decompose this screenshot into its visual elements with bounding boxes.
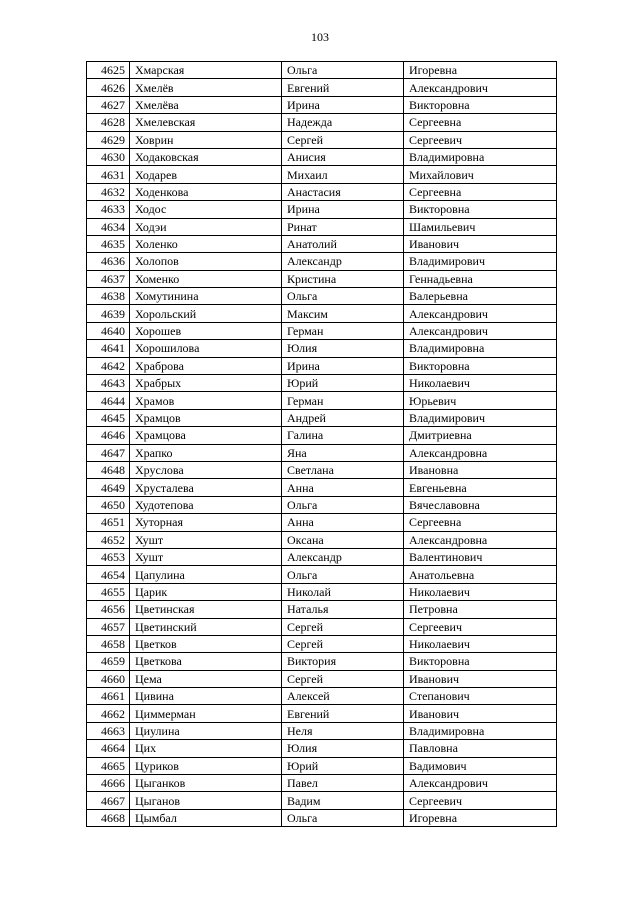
row-number-cell: 4645	[87, 409, 130, 426]
table-row	[87, 514, 557, 531]
first-name-cell: Анна	[282, 479, 404, 496]
row-number-cell: 4636	[87, 253, 130, 270]
first-name-cell: Ольга	[282, 566, 404, 583]
last-name-cell: Циулина	[130, 722, 282, 739]
middle-name-cell: Александровна	[404, 444, 557, 461]
row-number-cell: 4640	[87, 322, 130, 339]
last-name-cell: Цивина	[130, 688, 282, 705]
last-name-cell: Циммерман	[130, 705, 282, 722]
row-number-cell: 4628	[87, 114, 130, 131]
middle-name-cell: Петровна	[404, 601, 557, 618]
table-row	[87, 235, 557, 252]
table-row	[87, 253, 557, 270]
middle-name-cell: Иванович	[404, 705, 557, 722]
first-name-cell: Кристина	[282, 270, 404, 287]
first-name-cell: Ирина	[282, 96, 404, 113]
middle-name-cell: Иванович	[404, 235, 557, 252]
middle-name-cell: Геннадьевна	[404, 270, 557, 287]
middle-name-cell: Сергеевна	[404, 183, 557, 200]
last-name-cell: Цветкова	[130, 653, 282, 670]
middle-name-cell: Владимировна	[404, 148, 557, 165]
table-row	[87, 270, 557, 287]
first-name-cell: Надежда	[282, 114, 404, 131]
row-number-cell: 4627	[87, 96, 130, 113]
first-name-cell: Неля	[282, 722, 404, 739]
last-name-cell: Хрусталева	[130, 479, 282, 496]
first-name-cell: Герман	[282, 392, 404, 409]
middle-name-cell: Валентинович	[404, 548, 557, 565]
last-name-cell: Хорошилова	[130, 340, 282, 357]
middle-name-cell: Александровна	[404, 531, 557, 548]
row-number-cell: 4664	[87, 740, 130, 757]
first-name-cell: Сергей	[282, 635, 404, 652]
middle-name-cell: Валерьевна	[404, 288, 557, 305]
last-name-cell: Хоменко	[130, 270, 282, 287]
last-name-cell: Хорошев	[130, 322, 282, 339]
middle-name-cell: Павловна	[404, 740, 557, 757]
middle-name-cell: Анатольевна	[404, 566, 557, 583]
first-name-cell: Юлия	[282, 340, 404, 357]
middle-name-cell: Викторовна	[404, 96, 557, 113]
table-row	[87, 148, 557, 165]
middle-name-cell: Сергеевич	[404, 131, 557, 148]
row-number-cell: 4649	[87, 479, 130, 496]
table-row	[87, 62, 557, 79]
middle-name-cell: Степанович	[404, 688, 557, 705]
last-name-cell: Хуторная	[130, 514, 282, 531]
middle-name-cell: Евгеньевна	[404, 479, 557, 496]
last-name-cell: Цуриков	[130, 757, 282, 774]
table-row	[87, 635, 557, 652]
middle-name-cell: Николаевич	[404, 635, 557, 652]
middle-name-cell: Александрович	[404, 79, 557, 96]
middle-name-cell: Сергеевна	[404, 114, 557, 131]
table-row	[87, 688, 557, 705]
last-name-cell: Хорольский	[130, 305, 282, 322]
first-name-cell: Виктория	[282, 653, 404, 670]
last-name-cell: Ходаковская	[130, 148, 282, 165]
first-name-cell: Сергей	[282, 131, 404, 148]
table-row	[87, 653, 557, 670]
table-row	[87, 479, 557, 496]
table-row	[87, 288, 557, 305]
first-name-cell: Ольга	[282, 809, 404, 826]
table-row	[87, 427, 557, 444]
table-row	[87, 618, 557, 635]
first-name-cell: Сергей	[282, 618, 404, 635]
table-row	[87, 496, 557, 513]
first-name-cell: Яна	[282, 444, 404, 461]
table-row	[87, 375, 557, 392]
table-row	[87, 322, 557, 339]
middle-name-cell: Александрович	[404, 322, 557, 339]
middle-name-cell: Юрьевич	[404, 392, 557, 409]
table-row	[87, 548, 557, 565]
last-name-cell: Хушт	[130, 531, 282, 548]
first-name-cell: Евгений	[282, 79, 404, 96]
row-number-cell: 4655	[87, 583, 130, 600]
table-row	[87, 775, 557, 792]
row-number-cell: 4659	[87, 653, 130, 670]
row-number-cell: 4646	[87, 427, 130, 444]
middle-name-cell: Шамильевич	[404, 218, 557, 235]
first-name-cell: Ольга	[282, 496, 404, 513]
page-number: 103	[311, 30, 329, 44]
last-name-cell: Храмов	[130, 392, 282, 409]
last-name-cell: Хмарская	[130, 62, 282, 79]
row-number-cell: 4633	[87, 201, 130, 218]
middle-name-cell: Сергеевич	[404, 618, 557, 635]
first-name-cell: Алексей	[282, 688, 404, 705]
table-row	[87, 79, 557, 96]
last-name-cell: Ходэи	[130, 218, 282, 235]
first-name-cell: Оксана	[282, 531, 404, 548]
row-number-cell: 4644	[87, 392, 130, 409]
middle-name-cell: Вадимович	[404, 757, 557, 774]
table-row	[87, 114, 557, 131]
row-number-cell: 4631	[87, 166, 130, 183]
table-row	[87, 670, 557, 687]
last-name-cell: Царик	[130, 583, 282, 600]
row-number-cell: 4634	[87, 218, 130, 235]
row-number-cell: 4643	[87, 375, 130, 392]
row-number-cell: 4663	[87, 722, 130, 739]
table-row	[87, 131, 557, 148]
row-number-cell: 4629	[87, 131, 130, 148]
middle-name-cell: Игоревна	[404, 62, 557, 79]
last-name-cell: Храброва	[130, 357, 282, 374]
last-name-cell: Хмелевская	[130, 114, 282, 131]
last-name-cell: Хруслова	[130, 461, 282, 478]
row-number-cell: 4653	[87, 548, 130, 565]
last-name-cell: Цветинская	[130, 601, 282, 618]
last-name-cell: Цих	[130, 740, 282, 757]
row-number-cell: 4661	[87, 688, 130, 705]
middle-name-cell: Игоревна	[404, 809, 557, 826]
middle-name-cell: Сергеевна	[404, 514, 557, 531]
last-name-cell: Худотепова	[130, 496, 282, 513]
table-row	[87, 531, 557, 548]
middle-name-cell: Иванович	[404, 670, 557, 687]
middle-name-cell: Викторовна	[404, 201, 557, 218]
last-name-cell: Храмцов	[130, 409, 282, 426]
table-row	[87, 166, 557, 183]
table-row	[87, 444, 557, 461]
names-table-body	[87, 62, 557, 827]
last-name-cell: Цветков	[130, 635, 282, 652]
middle-name-cell: Владимирович	[404, 253, 557, 270]
last-name-cell: Ходарев	[130, 166, 282, 183]
first-name-cell: Анисия	[282, 148, 404, 165]
row-number-cell: 4662	[87, 705, 130, 722]
last-name-cell: Холенко	[130, 235, 282, 252]
middle-name-cell: Владимировна	[404, 340, 557, 357]
row-number-cell: 4641	[87, 340, 130, 357]
row-number-cell: 4651	[87, 514, 130, 531]
row-number-cell: 4667	[87, 792, 130, 809]
table-row	[87, 392, 557, 409]
row-number-cell: 4665	[87, 757, 130, 774]
row-number-cell: 4666	[87, 775, 130, 792]
last-name-cell: Цымбал	[130, 809, 282, 826]
last-name-cell: Ходос	[130, 201, 282, 218]
first-name-cell: Андрей	[282, 409, 404, 426]
last-name-cell: Хмелёва	[130, 96, 282, 113]
row-number-cell: 4638	[87, 288, 130, 305]
row-number-cell: 4639	[87, 305, 130, 322]
last-name-cell: Цыганов	[130, 792, 282, 809]
table-row	[87, 409, 557, 426]
row-number-cell: 4637	[87, 270, 130, 287]
last-name-cell: Хомутинина	[130, 288, 282, 305]
row-number-cell: 4652	[87, 531, 130, 548]
middle-name-cell: Александрович	[404, 305, 557, 322]
row-number-cell: 4668	[87, 809, 130, 826]
row-number-cell: 4656	[87, 601, 130, 618]
table-row	[87, 183, 557, 200]
first-name-cell: Павел	[282, 775, 404, 792]
table-row	[87, 357, 557, 374]
table-row	[87, 96, 557, 113]
last-name-cell: Ходенкова	[130, 183, 282, 200]
first-name-cell: Ольга	[282, 62, 404, 79]
table-row	[87, 722, 557, 739]
table-row	[87, 566, 557, 583]
row-number-cell: 4648	[87, 461, 130, 478]
first-name-cell: Анатолий	[282, 235, 404, 252]
first-name-cell: Ирина	[282, 357, 404, 374]
first-name-cell: Максим	[282, 305, 404, 322]
table-row	[87, 705, 557, 722]
first-name-cell: Герман	[282, 322, 404, 339]
middle-name-cell: Николаевич	[404, 583, 557, 600]
middle-name-cell: Викторовна	[404, 653, 557, 670]
row-number-cell: 4635	[87, 235, 130, 252]
middle-name-cell: Владимирович	[404, 409, 557, 426]
last-name-cell: Цема	[130, 670, 282, 687]
first-name-cell: Александр	[282, 548, 404, 565]
middle-name-cell: Викторовна	[404, 357, 557, 374]
first-name-cell: Юрий	[282, 757, 404, 774]
last-name-cell: Хушт	[130, 548, 282, 565]
names-table	[86, 61, 557, 827]
first-name-cell: Юрий	[282, 375, 404, 392]
row-number-cell: 4626	[87, 79, 130, 96]
row-number-cell: 4658	[87, 635, 130, 652]
table-row	[87, 792, 557, 809]
first-name-cell: Галина	[282, 427, 404, 444]
table-row	[87, 809, 557, 826]
table-row	[87, 601, 557, 618]
row-number-cell: 4642	[87, 357, 130, 374]
first-name-cell: Евгений	[282, 705, 404, 722]
table-row	[87, 218, 557, 235]
row-number-cell: 4632	[87, 183, 130, 200]
table-row	[87, 757, 557, 774]
last-name-cell: Цыганков	[130, 775, 282, 792]
table-row	[87, 461, 557, 478]
middle-name-cell: Сергеевич	[404, 792, 557, 809]
table-row	[87, 340, 557, 357]
last-name-cell: Цветинский	[130, 618, 282, 635]
last-name-cell: Холопов	[130, 253, 282, 270]
last-name-cell: Хмелёв	[130, 79, 282, 96]
row-number-cell: 4660	[87, 670, 130, 687]
first-name-cell: Анастасия	[282, 183, 404, 200]
table-row	[87, 201, 557, 218]
table-row	[87, 740, 557, 757]
first-name-cell: Александр	[282, 253, 404, 270]
middle-name-cell: Николаевич	[404, 375, 557, 392]
table-row	[87, 305, 557, 322]
last-name-cell: Ховрин	[130, 131, 282, 148]
row-number-cell: 4650	[87, 496, 130, 513]
last-name-cell: Цапулина	[130, 566, 282, 583]
middle-name-cell: Дмитриевна	[404, 427, 557, 444]
first-name-cell: Светлана	[282, 461, 404, 478]
first-name-cell: Михаил	[282, 166, 404, 183]
last-name-cell: Храпко	[130, 444, 282, 461]
last-name-cell: Храбрых	[130, 375, 282, 392]
row-number-cell: 4647	[87, 444, 130, 461]
middle-name-cell: Михайлович	[404, 166, 557, 183]
first-name-cell: Ринат	[282, 218, 404, 235]
middle-name-cell: Александрович	[404, 775, 557, 792]
first-name-cell: Сергей	[282, 670, 404, 687]
middle-name-cell: Владимировна	[404, 722, 557, 739]
first-name-cell: Анна	[282, 514, 404, 531]
first-name-cell: Наталья	[282, 601, 404, 618]
first-name-cell: Ольга	[282, 288, 404, 305]
first-name-cell: Вадим	[282, 792, 404, 809]
row-number-cell: 4625	[87, 62, 130, 79]
middle-name-cell: Ивановна	[404, 461, 557, 478]
row-number-cell: 4654	[87, 566, 130, 583]
first-name-cell: Юлия	[282, 740, 404, 757]
row-number-cell: 4657	[87, 618, 130, 635]
row-number-cell: 4630	[87, 148, 130, 165]
middle-name-cell: Вячеславовна	[404, 496, 557, 513]
first-name-cell: Николай	[282, 583, 404, 600]
last-name-cell: Храмцова	[130, 427, 282, 444]
first-name-cell: Ирина	[282, 201, 404, 218]
table-row	[87, 583, 557, 600]
